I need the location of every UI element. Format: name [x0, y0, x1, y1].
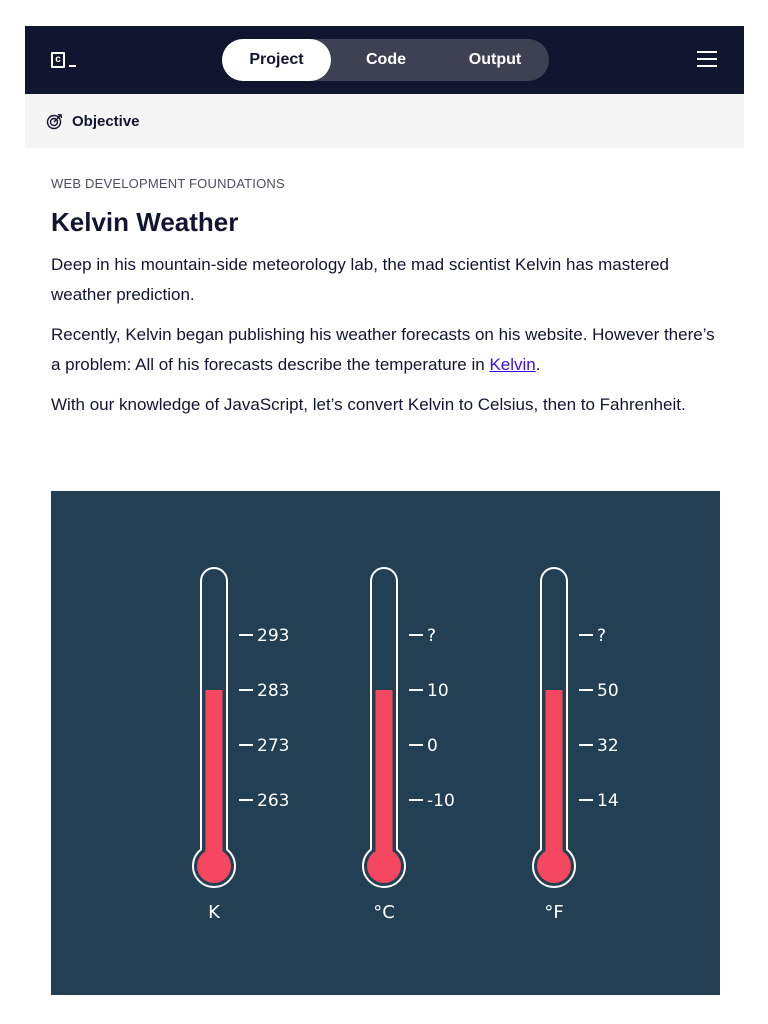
- target-icon: [46, 112, 64, 130]
- task-paragraph: With our knowledge of JavaScript, let’s convert Kelvin to Celsius, then to Fahrenheit.: [51, 395, 686, 414]
- page-title: Kelvin Weather: [51, 207, 239, 237]
- unit-label: °C: [373, 902, 395, 923]
- problem-paragraph: [51, 320, 721, 380]
- tick-label: 293: [257, 626, 290, 646]
- codecademy-logo-icon[interactable]: [51, 52, 65, 68]
- tick-label: 273: [257, 736, 290, 756]
- unit-label: K: [208, 902, 220, 923]
- tick-label: ?: [597, 626, 607, 646]
- objective-bar[interactable]: [25, 94, 744, 148]
- tick-label: 10: [427, 681, 449, 701]
- project-content: [51, 176, 721, 420]
- tab-code[interactable]: Code: [366, 51, 406, 68]
- mercury-column: [206, 690, 223, 866]
- mercury-column: [376, 690, 393, 866]
- intro-paragraph: Deep in his mountain-side meteorology lab, the mad scientist Kelvin has mastered weather prediction.: [51, 255, 669, 304]
- tick-label: 283: [257, 681, 290, 701]
- tick-label: 0: [427, 736, 438, 756]
- tick-label: ?: [427, 626, 437, 646]
- hamburger-menu-icon[interactable]: [697, 51, 717, 67]
- problem-text: Recently, Kelvin began publishing his weather forecasts on his website. However there’s a problem: All of his forecasts describe the temperature in: [51, 325, 715, 374]
- logo-letter: c: [55, 54, 61, 65]
- tick-label: 14: [597, 791, 619, 811]
- mercury-bulb: [367, 849, 401, 883]
- tab-project[interactable]: Project: [222, 39, 331, 81]
- tick-label: 263: [257, 791, 290, 811]
- mercury-column: [546, 690, 563, 866]
- thermometer-illustration: [51, 491, 720, 995]
- top-navigation-bar: [25, 26, 744, 94]
- kelvin-link[interactable]: Kelvin: [489, 355, 536, 374]
- objective-label: Objective: [72, 112, 140, 130]
- problem-period: .: [535, 355, 541, 374]
- unit-label: °F: [544, 902, 564, 923]
- tick-label: 50: [597, 681, 619, 701]
- mercury-bulb: [197, 849, 231, 883]
- mercury-bulb: [537, 849, 571, 883]
- tab-output[interactable]: Output: [468, 51, 522, 68]
- course-label: WEB DEVELOPMENT FOUNDATIONS: [51, 176, 285, 191]
- thermometers-graphic: [51, 491, 720, 995]
- tick-label: -10: [427, 791, 455, 811]
- logo-cursor-mark: [69, 65, 76, 67]
- view-tabs: [222, 39, 549, 81]
- tick-label: 32: [597, 736, 619, 756]
